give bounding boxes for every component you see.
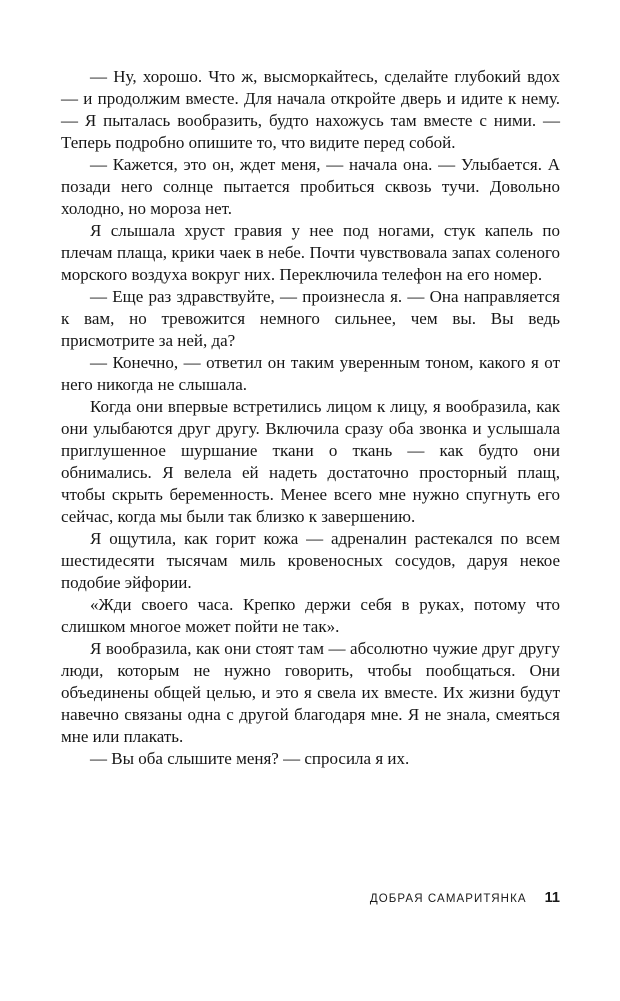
page-number: 11 (544, 890, 560, 906)
paragraph: — Ну, хорошо. Что ж, высморкайтесь, сделайте глубокий вдох — и продолжим вместе. Для начала откройте дверь и идите к нему. — Я пыталась вообразить, будто нахожусь там вместе с ними. — Теперь подробно опишите то, что видите перед собой. (61, 67, 560, 152)
running-title: ДОБРАЯ САМАРИТЯНКА (369, 893, 527, 905)
paragraph: Я слышала хруст гравия у нее под ногами, стук капель по плечам плаща, крики чаек в небе. Почти чувствовала запах соленого морского воздуха вокруг них. Переключила телефон на его номер. (61, 221, 560, 284)
page-text (61, 66, 560, 770)
paragraph: — Конечно, — ответил он таким уверенным тоном, какого я от него никогда не слышала. (61, 353, 560, 394)
paragraph: Я ощутила, как горит кожа — адреналин растекался по всем шестидесяти тысячам миль кровеносных сосудов, даруя некое подобие эйфории. (61, 529, 560, 592)
paragraph: Я вообразила, как они стоят там — абсолютно чужие друг другу люди, которым не нужно говорить, чтобы пообщаться. Они объединены общей целью, и это я свела их вместе. Их жизни будут навечно связаны одна с другой благодаря мне. Я не знала, смеяться мне или плакать. (61, 639, 560, 746)
paragraph: Когда они впервые встретились лицом к лицу, я вообразила, как они улыбаются друг другу. Включила сразу оба звонка и услышала приглушенное шуршание ткани о ткань — как будто они обнимались. Я велела ей надеть достаточно просторный плащ, чтобы скрыть беременность. Менее всего мне нужно спугнуть его сейчас, когда мы были так близко к завершению. (61, 397, 560, 526)
paragraph: — Еще раз здравствуйте, — произнесла я. — Она направляется к вам, но тревожится немного сильнее, чем вы. Вы ведь присмотрите за ней, да? (61, 287, 560, 350)
paragraph: — Кажется, это он, ждет меня, — начала она. — Улыбается. А позади него солнце пытается пробиться сквозь тучи. Довольно холодно, но мороза нет. (61, 155, 560, 218)
paragraph: «Жди своего часа. Крепко держи себя в руках, потому что слишком многое может пойти не так». (61, 595, 560, 636)
page-footer (61, 889, 560, 907)
paragraph: — Вы оба слышите меня? — спросила я их. (90, 749, 410, 768)
